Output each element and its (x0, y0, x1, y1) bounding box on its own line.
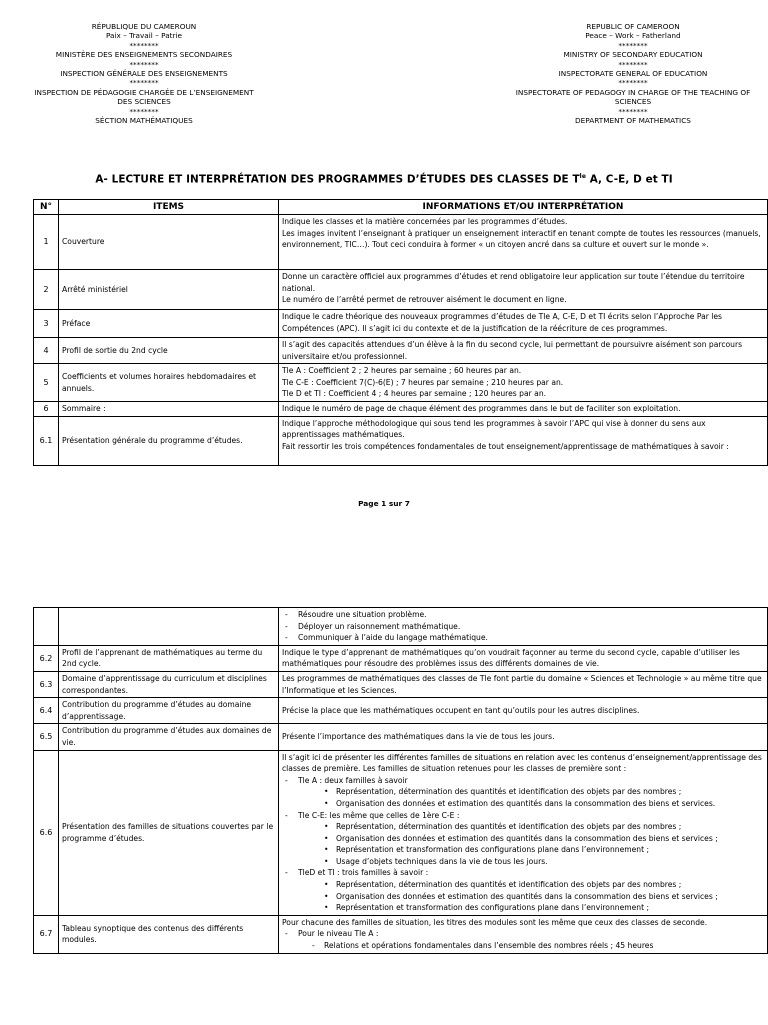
row-item: Profil de l’apprenant de mathématiques au terme du 2nd cycle. (59, 645, 279, 671)
header-section: SÉCTION MATHÉMATIQUES (95, 116, 193, 126)
header-section: DEPARTMENT OF MATHEMATICS (575, 116, 691, 126)
row-number: 6.6 (34, 750, 59, 915)
header-pedagogy: INSPECTION DE PÉDAGOGIE CHARGÉE DE L’ENSEIGNEMENT DES SCIENCES (34, 87, 254, 107)
info-line: Indique le numéro de page de chaque élément des programmes dans le but de faciliter son exploitation. (282, 404, 681, 414)
header-separator: ******** (618, 59, 648, 69)
row-info (279, 915, 768, 953)
list-item: - Communiquer à l’aide du langage mathématique. (298, 632, 764, 644)
family-label: - Tle C-E: les même que celles de 1ère C-E : (298, 810, 460, 820)
row-item: Profil de sortie du 2nd cycle (59, 338, 279, 364)
header-motto: Paix – Travail – Patrie (105, 31, 183, 41)
table-row (34, 608, 768, 646)
page-footer: Page 1 sur 7 (358, 499, 410, 508)
row-number: 4 (34, 338, 59, 364)
table-row (34, 915, 768, 953)
info-line: Tle C-E : Coefficient 7(C)-6(E) ; 7 heures par semaine ; 210 heures par an. (282, 377, 564, 387)
table-row (34, 750, 768, 915)
row-info (279, 338, 768, 364)
row-info: Indique le type d’apprenant de mathématiques qu’on voudrait façonner au terme du second cycle, capable d’utiliser les mathématiques pour résoudre des problèmes issus des différents domaines de vie. (279, 645, 768, 671)
table-row (34, 402, 768, 417)
header-separator: ******** (129, 59, 159, 69)
col-header-info: INFORMATIONS ET/OU INTERPRÉTATION (279, 200, 768, 215)
row-item: Présentation des familles de situations couvertes par le programme d’études. (59, 750, 279, 915)
bullet-item: • Représentation et transformation des configurations plane dans l’environnement ; (336, 844, 764, 856)
info-line: Indique le cadre théorique des nouveaux programmes d’études de Tle A, C-E, D et TI écrits selon l’Approche Par les Compétences (APC). Il s’agit ici du contexte et de la justification de la réécriture de ces programmes. (282, 312, 723, 333)
program-table-page-1 (33, 199, 768, 466)
header-separator: ******** (129, 78, 159, 88)
table-row (34, 698, 768, 724)
row-number: 6 (34, 402, 59, 417)
table-row (34, 338, 768, 364)
info-line: Donne un caractère officiel aux programmes d’études et rend obligatoire leur application sur toute l’étendue du territoire national. (282, 272, 745, 293)
family-group (298, 775, 764, 810)
level-item (298, 928, 764, 951)
table-row (34, 364, 768, 402)
row-number: 5 (34, 364, 59, 402)
row-item (59, 608, 279, 646)
info-intro: Pour chacune des familles de situation, les titres des modules sont les même que ceux des classes de seconde. (282, 917, 708, 927)
header-separator: ******** (618, 40, 648, 50)
header-separator: ******** (129, 40, 159, 50)
family-label: - Tle A : deux familles à savoir (298, 775, 408, 785)
row-item: Tableau synoptique des contenus des différents modules. (59, 915, 279, 953)
row-info (279, 310, 768, 338)
header-inspection: INSPECTION GÉNÉRALE DES ENSEIGNEMENTS (60, 69, 228, 79)
row-item: Contribution du programme d’études aux domaines de vie. (59, 724, 279, 750)
row-item: Sommaire : (59, 402, 279, 417)
table-row (34, 671, 768, 697)
info-line: Fait ressortir les trois compétences fondamentales de tout enseignement/apprentissage de mathématiques à savoir : (282, 441, 729, 451)
header-ministry: MINISTÈRE DES ENSEIGNEMENTS SECONDAIRES (55, 50, 233, 60)
row-item: Préface (59, 310, 279, 338)
row-info (279, 416, 768, 465)
page-title (0, 173, 768, 185)
table-row (34, 310, 768, 338)
header-separator: ******** (129, 106, 159, 116)
family-bullets (298, 786, 764, 809)
bullet-item: • Représentation, détermination des quantités et identification des objets par des nombres ; (336, 821, 764, 833)
family-label: - TleD et TI : trois familles à savoir : (298, 868, 429, 878)
info-line: Tle A : Coefficient 2 ; 2 heures par semaine ; 60 heures par an. (282, 366, 522, 376)
bullet-item: • Usage d’objets techniques dans la vie de tous les jours. (336, 856, 764, 868)
row-info (279, 215, 768, 270)
row-info (279, 364, 768, 402)
row-number: 6.1 (34, 416, 59, 465)
continued-list (282, 609, 764, 644)
table-row (34, 645, 768, 671)
info-intro: Il s’agit ici de présenter les différentes familles de situations en relation avec les contenus d’enseignement/apprentissage des classes de première. Les familles de situation retenues pour les classes de première sont : (282, 752, 762, 774)
header-ministry: MINISTRY OF SECONDARY EDUCATION (563, 50, 703, 60)
header-country: RÉPUBLIQUE DU CAMEROUN (91, 22, 197, 31)
row-number: 6.7 (34, 915, 59, 953)
table-header-row (34, 200, 768, 215)
family-bullets (298, 879, 764, 914)
col-header-num: N° (34, 200, 59, 215)
info-line: Il s’agit des capacités attendues d’un élève à la fin du second cycle, lui permettant de poursuivre aisément son parcours universitaire et/ou professionnel. (282, 340, 743, 361)
header-left (26, 22, 262, 125)
row-number: 6.2 (34, 645, 59, 671)
program-table-page-2 (33, 607, 768, 954)
family-bullets (298, 821, 764, 867)
bullet-item: • Représentation, détermination des quantités et identification des objets par des nombres ; (336, 786, 764, 798)
bullet-item: • Représentation et transformation des configurations plane dans l’environnement ; (336, 902, 764, 914)
row-info (279, 608, 768, 646)
info-line: Indique l’approche méthodologique qui sous tend les programmes à savoir l’APC qui vise à donner du sens aux apprentissages mathématiques. (282, 418, 706, 440)
level-list (282, 928, 764, 951)
row-item: Domaine d’apprentissage du curriculum et disciplines correspondantes. (59, 671, 279, 697)
table-body (34, 215, 768, 466)
bullet-item: • Représentation, détermination des quantités et identification des objets par des nombres ; (336, 879, 764, 891)
module-list (298, 940, 764, 952)
table-row (34, 724, 768, 750)
bullet-item: • Organisation des données et estimation des quantités dans la consommation des biens et services ; (336, 891, 764, 903)
title-main: A- LECTURE ET INTERPRÉTATION DES PROGRAMMES D’ÉTUDES DES CLASSES DE T (95, 173, 580, 186)
row-info (279, 402, 768, 417)
row-number: 6.4 (34, 698, 59, 724)
title-sup: le (579, 173, 586, 180)
row-number: 2 (34, 270, 59, 310)
bullet-item: • Organisation des données et estimation des quantités dans la consommation des biens et services. (336, 798, 764, 810)
row-number: 6.5 (34, 724, 59, 750)
header-separator: ******** (618, 78, 648, 88)
row-info: Les programmes de mathématiques des classes de Tle font partie du domaine « Sciences et Technologie » au même titre que l’Informatique et les Sciences. (279, 671, 768, 697)
header-country: REPUBLIC OF CAMEROON (586, 22, 680, 31)
row-item: Présentation générale du programme d’études. (59, 416, 279, 465)
row-info (279, 270, 768, 310)
bullet-item: • Organisation des données et estimation des quantités dans la consommation des biens et services ; (336, 833, 764, 845)
row-item: Couverture (59, 215, 279, 270)
row-info (279, 750, 768, 915)
info-line: Le numéro de l’arrêté permet de retrouver aisément le document en ligne. (282, 295, 567, 305)
header-inspection: INSPECTORATE GENERAL OF EDUCATION (558, 69, 708, 79)
table-row (34, 416, 768, 465)
row-number (34, 608, 59, 646)
info-line: Tle D et TI : Coefficient 4 ; 4 heures par semaine ; 120 heures par an. (282, 389, 547, 399)
level-label: - Pour le niveau Tle A : (298, 929, 379, 939)
header-pedagogy: INSPECTORATE OF PEDAGOGY IN CHARGE OF THE TEACHING OF SCIENCES (515, 87, 751, 107)
row-number: 3 (34, 310, 59, 338)
family-group (298, 867, 764, 913)
list-item: - Résoudre une situation problème. (298, 609, 764, 621)
row-info: Présente l’importance des mathématiques dans la vie de tous les jours. (279, 724, 768, 750)
row-item: Coefficients et volumes horaires hebdomadaires et annuels. (59, 364, 279, 402)
list-item: - Déployer un raisonnement mathématique. (298, 621, 764, 633)
family-group (298, 810, 764, 868)
row-info: Précise la place que les mathématiques occupent en tant qu’outils pour les autres disciplines. (279, 698, 768, 724)
row-number: 1 (34, 215, 59, 270)
row-item: Contribution du programme d’études au domaine d’apprentissage. (59, 698, 279, 724)
header-motto: Peace – Work – Fatherland (585, 31, 681, 41)
table-body (34, 608, 768, 954)
info-line: Indique les classes et la matière concernées par les programmes d’études. (282, 217, 568, 226)
row-number: 6.3 (34, 671, 59, 697)
header-right (500, 22, 766, 125)
table-row (34, 270, 768, 310)
title-tail: A, C-E, D et TI (585, 173, 673, 186)
col-header-items: ITEMS (59, 200, 279, 215)
info-line: Les images invitent l’enseignant à pratiquer un enseignement interactif en tenant compte de toutes les ressources (manuels, environnement, TIC…). Tout ceci conduira à former « un citoyen ancré dans sa culture et ouvert sur le monde ». (282, 228, 761, 250)
row-item: Arrêté ministériel (59, 270, 279, 310)
family-list (282, 775, 764, 914)
table-row (34, 215, 768, 270)
module-item: - Relations et opérations fondamentales dans l’ensemble des nombres réels ; 45 heures (324, 940, 764, 952)
header-separator: ******** (618, 106, 648, 116)
